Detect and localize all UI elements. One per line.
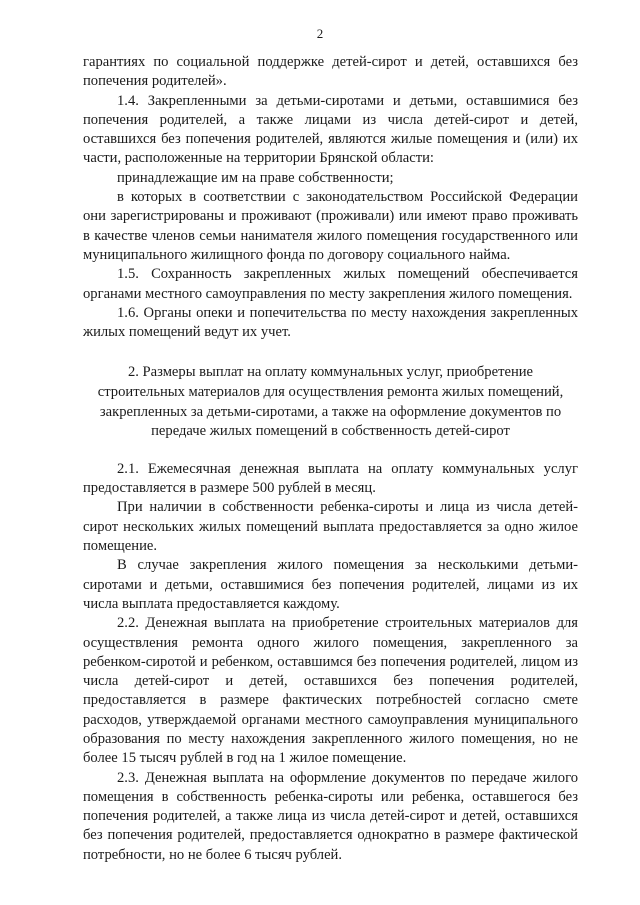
paragraph-2-1: 2.1. Ежемесячная денежная выплата на оплату коммунальных услуг предоставляется в размере 500 рублей в месяц. <box>83 460 578 497</box>
paragraph: в которых в соответствии с законодательством Российской Федерации они зарегистрированы и проживают (проживали) или имеют право проживать в качестве членов семьи нанимателя жилого помещения государственного или муниципального жилищного фонда по договору социального найма. <box>83 189 578 263</box>
section-heading-line: 2. Размеры выплат на оплату коммунальных услуг, приобретение <box>127 364 534 381</box>
paragraph-1-6: 1.6. Органы опеки и попечительства по месту нахождения закрепленных жилых помещений ведут их учет. <box>83 304 578 341</box>
section-heading <box>83 363 578 441</box>
paragraph: гарантиях по социальной поддержке детей-сирот и детей, оставшихся без попечения родителей». <box>83 54 578 90</box>
paragraph-1-5: 1.5. Сохранность закрепленных жилых помещений обеспечивается органами местного самоуправления по месту закрепления жилого помещения. <box>83 266 578 302</box>
section-heading-line: закрепленных за детьми-сиротами, а также на оформление документов по <box>99 403 562 420</box>
section-heading-line: передаче жилых помещений в собственность детей-сирот <box>151 423 510 440</box>
paragraphs-before <box>83 53 578 342</box>
paragraphs-after <box>83 460 578 865</box>
paragraph: принадлежащие им на праве собственности; <box>117 169 394 186</box>
document-body <box>83 53 578 865</box>
page-number: 2 <box>316 26 324 41</box>
paragraph: В случае закрепления жилого помещения за несколькими детьми-сиротами и детьми, оставшимися без попечения родителей, лицами из их числа выплата предоставляется каждому. <box>83 557 578 612</box>
paragraph-2-2: 2.2. Денежная выплата на приобретение строительных материалов для осуществления ремонта одного жилого помещения, закрепленного за ребенком-сиротой и ребенком, оставшимся без попечения родителей, лицом из числа детей-сирот и детей, оставшихся без попечения родителей, предоставляется в размере фактических потребностей согласно смете расходов, утверждаемой органами местного самоуправления муниципального образования по месту нахождения закрепленного жилого помещения, но не более 15 тысяч рублей в год на 1 жилое помещение. <box>83 615 578 767</box>
section-heading-line: строительных материалов для осуществления ремонта жилых помещений, <box>97 384 564 401</box>
paragraph-2-3: 2.3. Денежная выплата на оформление документов по передаче жилого помещения в собственность ребенка-сироты или ребенка, оставшегося без попечения родителей, а также лица из числа детей-сирот и детей, оставшихся без попечения родителей, предоставляется однократно в размере фактической потребности, но не более 6 тысяч рублей. <box>83 769 578 863</box>
paragraph: При наличии в собственности ребенка-сироты и лица из числа детей-сирот нескольких жилых помещений выплата предоставляется за одно жилое помещение. <box>83 499 578 555</box>
paragraph-1-4: 1.4. Закрепленными за детьми-сиротами и детьми, оставшимися без попечения родителей, а также лицами из числа детей-сирот и детей, оставшихся без попечения родителей, являются жилые помещения и (или) их части, расположенные на территории Брянской области: <box>83 92 578 167</box>
